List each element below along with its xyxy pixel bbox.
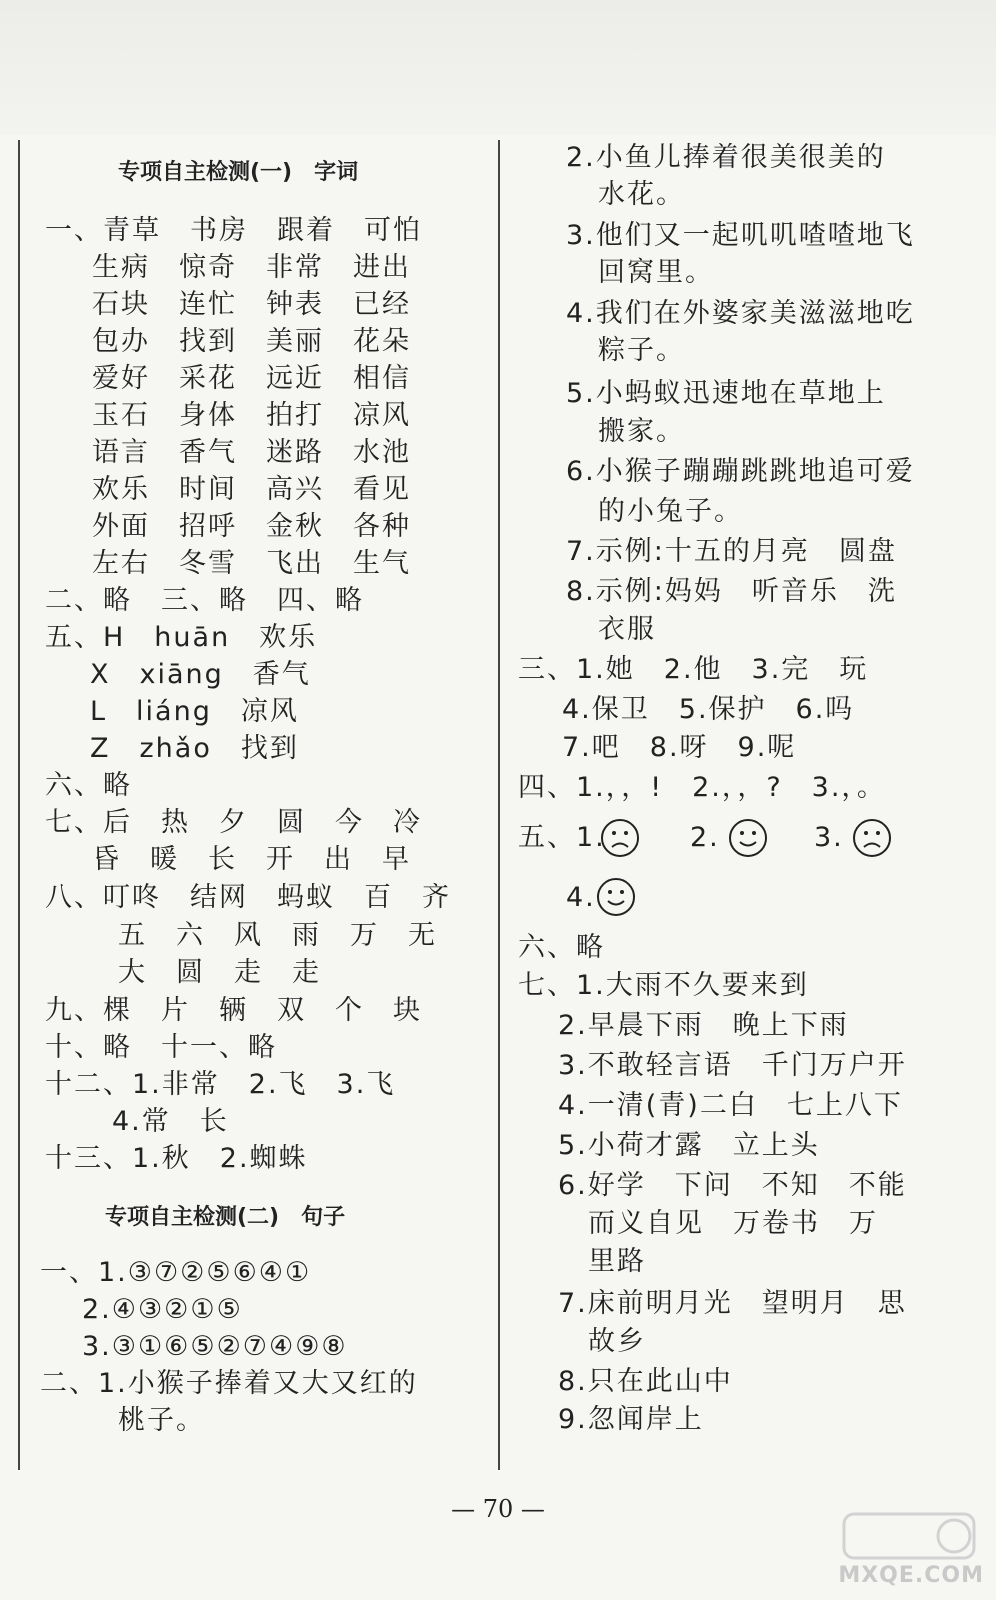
- answer-line: 4.常 长: [112, 1106, 229, 1137]
- answer-line: 二、略 三、略 四、略: [45, 585, 364, 616]
- answer-line: 8.示例:妈妈 听音乐 洗: [566, 576, 897, 607]
- answer-line: 包办 找到 美丽 花朵: [92, 326, 411, 357]
- answer-line: 3.: [814, 822, 844, 853]
- smiley-face-icon: [728, 818, 768, 858]
- answer-line: 9.忽闻岸上: [558, 1404, 704, 1435]
- answer-line: 5.小荷才露 立上头: [558, 1130, 820, 1161]
- answer-line: 六、略: [518, 932, 605, 963]
- answer-line: 欢乐 时间 高兴 看见: [92, 474, 411, 505]
- smiley-face-icon: [596, 877, 636, 917]
- page-number: — 70 —: [451, 1495, 545, 1523]
- answer-line: 六、略: [45, 770, 132, 801]
- answer-line: 三、1.她 2.他 3.完 玩: [518, 654, 869, 685]
- answer-line: 大 圆 走 走: [118, 957, 321, 988]
- answer-line: Z zhǎo 找到: [90, 733, 299, 764]
- answer-line: 十、略 十一、略: [45, 1032, 277, 1063]
- answer-line: 五、1.: [518, 822, 606, 853]
- answer-line: 2.小鱼儿捧着很美很美的: [566, 142, 886, 173]
- answer-line: 7.吧 8.呀 9.呢: [562, 732, 797, 763]
- answer-line: 五 六 风 雨 万 无: [118, 920, 437, 951]
- answer-line: 的小兔子。: [598, 496, 743, 527]
- answer-line: 桃子。: [118, 1405, 205, 1436]
- answer-line: 水花。: [598, 179, 685, 210]
- answer-line: 二、1.小猴子捧着又大又红的: [40, 1368, 418, 1399]
- answer-line: 昏 暖 长 开 出 早: [92, 844, 411, 875]
- left-margin-rule: [18, 140, 20, 1470]
- answer-line: 6.好学 下问 不知 不能: [558, 1170, 907, 1201]
- answer-line: 语言 香气 迷路 水池: [92, 437, 411, 468]
- scan-top-band: [0, 0, 996, 135]
- answer-line: 搬家。: [598, 416, 685, 447]
- answer-line: 一、1.③⑦②⑤⑥④①: [40, 1257, 312, 1288]
- column-divider-rule: [498, 140, 500, 1470]
- answer-line: 衣服: [598, 614, 656, 645]
- answer-line: 7.床前明月光 望明月 思: [558, 1288, 907, 1319]
- answer-line: 五、H huān 欢乐: [45, 622, 318, 653]
- answer-line: 玉石 身体 拍打 凉风: [92, 400, 411, 431]
- answer-line: 十二、1.非常 2.飞 3.飞: [45, 1069, 396, 1100]
- answer-line: 十三、1.秋 2.蜘蛛: [45, 1143, 308, 1174]
- answer-line: 4.一清(青)二白 七上八下: [558, 1090, 903, 1121]
- answer-line: 2.早晨下雨 晚上下雨: [558, 1010, 849, 1041]
- answer-line: 爱好 采花 远近 相信: [92, 363, 411, 394]
- answer-line: 8.只在此山中: [558, 1366, 733, 1397]
- answer-line: 左右 冬雪 飞出 生气: [92, 548, 411, 579]
- answer-line: 七、1.大雨不久要来到: [518, 970, 809, 1001]
- answer-line: 回窝里。: [598, 257, 714, 288]
- answer-line: L liáng 凉风: [90, 696, 299, 727]
- answer-line: 7.示例:十五的月亮 圆盘: [566, 536, 897, 567]
- answer-line: 九、棵 片 辆 双 个 块: [45, 995, 422, 1026]
- answer-line: 6.小猴子蹦蹦跳跳地追可爱: [566, 456, 915, 487]
- sad-face-icon: [852, 818, 892, 858]
- answer-line: 4.保卫 5.保护 6.吗: [562, 694, 855, 725]
- answer-line: 四、1.，，! 2.，，? 3.，。: [518, 772, 886, 803]
- answer-line: 生病 惊奇 非常 进出: [92, 252, 411, 283]
- answer-line: 4.我们在外婆家美滋滋地吃: [566, 298, 915, 329]
- answer-line: 3.他们又一起叽叽喳喳地飞: [566, 220, 915, 251]
- answer-line: 故乡: [588, 1326, 646, 1357]
- section-heading-2: 专项自主检测(二) 句子: [105, 1205, 346, 1230]
- answer-line: 5.小蚂蚁迅速地在草地上: [566, 378, 886, 409]
- section-heading-1: 专项自主检测(一) 字词: [118, 160, 359, 185]
- sad-face-icon: [600, 818, 640, 858]
- answer-line: 2.: [690, 822, 720, 853]
- answer-line: X xiāng 香气: [90, 659, 311, 690]
- answer-line: 而义自见 万卷书 万: [588, 1208, 878, 1239]
- answer-line: 里路: [588, 1246, 646, 1277]
- watermark-text: MXQE.COM: [838, 1563, 984, 1588]
- answer-line: 石块 连忙 钟表 已经: [92, 289, 411, 320]
- answer-line: 一、青草 书房 跟着 可怕: [45, 215, 422, 246]
- answer-line: 粽子。: [598, 335, 685, 366]
- answer-line: 4.: [566, 882, 596, 913]
- answer-line: 2.④③②①⑤: [82, 1294, 243, 1325]
- answer-line: 3.不敢轻言语 千门万户开: [558, 1050, 907, 1081]
- answer-line: 八、叮咚 结网 蚂蚁 百 齐: [45, 882, 451, 913]
- answer-line: 3.③①⑥⑤②⑦④⑨⑧: [82, 1331, 348, 1362]
- answer-line: 外面 招呼 金秋 各种: [92, 511, 411, 542]
- answer-line: 七、后 热 夕 圆 今 冷: [45, 807, 422, 838]
